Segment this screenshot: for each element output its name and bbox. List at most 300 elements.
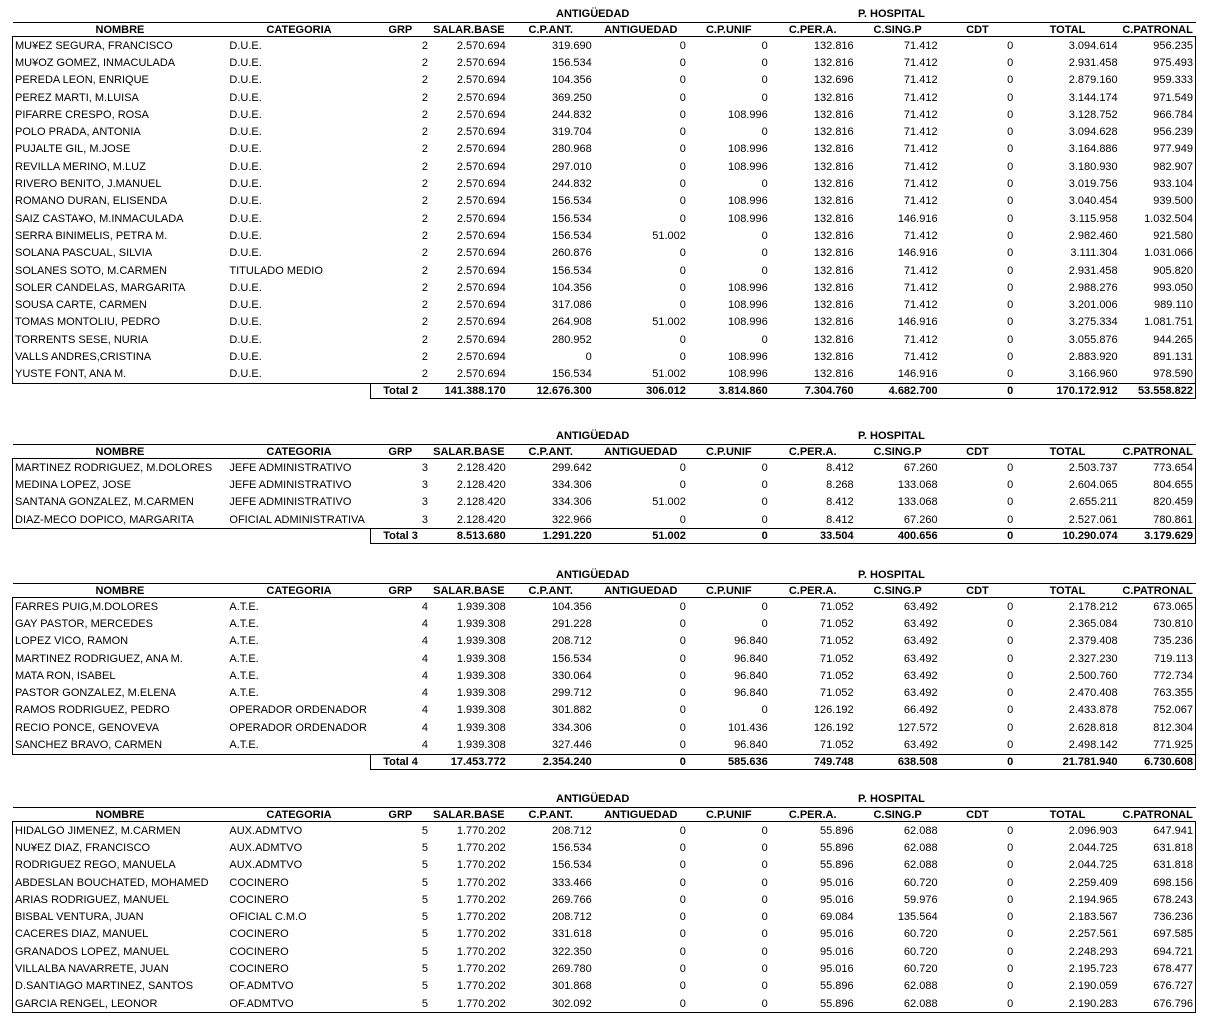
cell-cp-ant: 317.086 — [551, 299, 592, 312]
cell-cdt: 0 — [1007, 669, 1014, 682]
cell-grp: 5 — [371, 995, 430, 1013]
cell-cdt: 0 — [1007, 911, 1014, 924]
cell-cper-a: 8.412 — [770, 511, 856, 529]
cell-csing-p: 67.260 — [903, 461, 938, 474]
column-header-total: TOTAL — [1015, 808, 1119, 822]
cell-cp-ant: 156.534 — [551, 56, 592, 69]
cell-cdt: 0 — [1007, 281, 1014, 294]
cell-nombre: PUJALTE GIL, M.JOSE — [13, 141, 228, 158]
cell-nombre: RAMOS RODRIGUEZ, PEDRO — [13, 702, 228, 719]
table-row — [13, 702, 1196, 719]
cell-cpatronal: 978.590 — [1120, 366, 1196, 384]
cell-cpatronal: 905.820 — [1120, 262, 1196, 279]
column-header-nombre: NOMBRE — [13, 808, 228, 822]
total-csing-p: 400.656 — [856, 529, 940, 544]
cell-cpatronal: 956.235 — [1120, 37, 1196, 55]
cell-grp: 3 — [371, 511, 430, 529]
cell-cper-a: 132.816 — [813, 160, 854, 173]
super-header-hospital: P. HOSPITAL — [858, 569, 925, 581]
cell-grp: 5 — [421, 928, 428, 941]
cell-salar-base: 2.570.694 — [456, 281, 506, 294]
cell-cper-a: 132.816 — [813, 39, 854, 52]
cell-cpatronal: 820.459 — [1120, 494, 1196, 511]
total-spacer — [227, 383, 370, 398]
cell-categoria: D.U.E. — [229, 74, 262, 87]
cell-categoria: COCINERO — [229, 928, 289, 941]
cell-categoria: OF.ADMTVO — [229, 980, 294, 993]
cell-salar-base: 1.770.202 — [456, 945, 506, 958]
cell-antiguedad: 0 — [679, 963, 686, 976]
cell-cp-ant: 291.228 — [551, 617, 592, 630]
cell-cper-a: 95.016 — [820, 893, 854, 906]
cell-cp-unif: 108.996 — [727, 160, 768, 173]
payroll-table — [12, 22, 1196, 399]
table-row — [13, 719, 1196, 736]
total-total: 10.290.074 — [1015, 529, 1119, 544]
cell-cpatronal: 977.949 — [1120, 141, 1196, 158]
cell-categoria: D.U.E. — [227, 366, 370, 384]
cell-cp-unif: 108.996 — [688, 366, 770, 384]
cell-total: 2.178.212 — [1068, 600, 1118, 613]
total-salar-base: 141.388.170 — [430, 383, 508, 398]
cell-salar-base: 2.570.694 — [456, 56, 506, 69]
cell-nombre: PEREZ MARTI, M.LUISA — [13, 89, 228, 106]
cell-cp-unif: 0 — [761, 928, 768, 941]
cell-grp: 2 — [421, 281, 428, 294]
cell-cpatronal: 944.265 — [1120, 331, 1196, 348]
total-salar-base: 17.453.772 — [430, 754, 508, 769]
cell-salar-base: 2.570.694 — [456, 178, 506, 191]
cell-total: 2.498.142 — [1015, 736, 1119, 754]
cell-categoria: TITULADO MEDIO — [229, 264, 323, 277]
cell-cdt: 0 — [1007, 687, 1014, 700]
cell-cper-a: 95.016 — [820, 928, 854, 941]
cell-antiguedad: 0 — [679, 859, 686, 872]
cell-cp-unif: 0 — [761, 893, 768, 906]
header-row — [13, 445, 1196, 459]
cell-salar-base: 2.570.694 — [456, 91, 506, 104]
cell-antiguedad: 0 — [679, 247, 686, 260]
cell-total: 3.115.958 — [1069, 212, 1118, 225]
cell-csing-p: 71.412 — [903, 333, 938, 346]
cell-cper-a: 132.816 — [813, 281, 854, 294]
column-header-cpatronal: C.PATRONAL — [1120, 23, 1196, 37]
cell-cdt: 0 — [1007, 824, 1014, 837]
cell-grp: 2 — [421, 212, 428, 225]
cell-antiguedad: 0 — [679, 160, 686, 173]
cell-antiguedad: 0 — [679, 721, 686, 734]
cell-cp-ant: 334.306 — [551, 496, 592, 509]
payroll-table — [12, 807, 1196, 1013]
cell-salar-base: 1.770.202 — [456, 893, 506, 906]
cell-cp-ant: 319.690 — [551, 39, 592, 52]
cell-cpatronal: 966.784 — [1120, 106, 1196, 123]
cell-cper-a: 132.816 — [813, 212, 854, 225]
cell-cp-unif: 108.996 — [727, 108, 768, 121]
super-header-antiguedad: ANTIGÜEDAD — [556, 569, 630, 581]
cell-nombre: SOLANES SOTO, M.CARMEN — [13, 262, 228, 279]
cell-categoria: COCINERO — [229, 876, 289, 889]
cell-cpatronal: 676.796 — [1120, 995, 1196, 1013]
cell-cp-ant: 208.712 — [551, 911, 592, 924]
cell-total: 3.019.756 — [1068, 178, 1118, 191]
cell-total: 3.128.752 — [1068, 108, 1118, 121]
cell-nombre: SOUSA CARTE, CARMEN — [13, 296, 228, 313]
cell-cp-unif: 108.996 — [727, 143, 768, 156]
cell-grp: 5 — [421, 824, 428, 837]
cell-cpatronal: 989.110 — [1120, 296, 1196, 313]
cell-cper-a: 71.052 — [820, 600, 854, 613]
section-group-4 — [12, 569, 1196, 770]
cell-salar-base: 1.770.202 — [456, 963, 506, 976]
cell-total: 2.655.211 — [1069, 496, 1118, 509]
cell-total: 2.931.458 — [1068, 56, 1118, 69]
cell-cpatronal: 736.236 — [1120, 908, 1196, 925]
column-header-salar-base: SALAR.BASE — [430, 445, 508, 459]
cell-cpatronal: 939.500 — [1120, 193, 1196, 210]
cell-nombre: TOMAS MONTOLIU, PEDRO — [13, 314, 228, 331]
cell-categoria: D.U.E. — [229, 316, 262, 329]
cell-antiguedad: 0 — [679, 704, 686, 717]
cell-antiguedad: 0 — [679, 669, 686, 682]
cell-antiguedad: 0 — [679, 893, 686, 906]
cell-grp: 2 — [421, 56, 428, 69]
cell-categoria: D.U.E. — [229, 247, 262, 260]
cell-cpatronal: 771.925 — [1120, 736, 1196, 754]
cell-cper-a: 71.052 — [820, 669, 854, 682]
cell-salar-base: 1.939.308 — [456, 704, 506, 717]
cell-nombre: NU¥EZ DIAZ, FRANCISCO — [13, 839, 228, 856]
column-header-cp-ant: C.P.ANT. — [508, 808, 594, 822]
cell-nombre: CACERES DIAZ, MANUEL — [13, 926, 228, 943]
cell-csing-p: 71.412 — [903, 281, 938, 294]
super-header — [12, 793, 1196, 807]
cell-categoria: AUX.ADMTVO — [229, 859, 303, 872]
table-row — [13, 839, 1196, 856]
table-row — [13, 908, 1196, 925]
cell-cp-unif: 0 — [761, 963, 768, 976]
cell-cp-unif: 96.840 — [688, 736, 770, 754]
cell-csing-p: 71.412 — [903, 160, 938, 173]
column-header-cp-ant: C.P.ANT. — [508, 445, 594, 459]
cell-antiguedad: 51.002 — [652, 229, 686, 242]
cell-cp-ant: 302.092 — [508, 995, 594, 1013]
cell-categoria: D.U.E. — [229, 229, 262, 242]
cell-cdt: 0 — [1007, 635, 1014, 648]
cell-cper-a: 132.816 — [813, 195, 854, 208]
header-row — [13, 808, 1196, 822]
cell-nombre: MATA RON, ISABEL — [13, 667, 228, 684]
cell-total: 3.180.930 — [1068, 160, 1118, 173]
cell-total: 2.988.276 — [1068, 281, 1118, 294]
cell-cp-ant: 156.534 — [551, 264, 592, 277]
cell-csing-p: 62.088 — [856, 995, 940, 1013]
cell-cper-a: 132.816 — [813, 350, 854, 363]
cell-cdt: 0 — [1007, 178, 1014, 191]
cell-nombre: ABDESLAN BOUCHATED, MOHAMED — [13, 874, 228, 891]
cell-total: 2.044.725 — [1068, 859, 1118, 872]
cell-cp-unif: 0 — [688, 511, 770, 529]
cell-cper-a: 132.816 — [813, 91, 854, 104]
cell-csing-p: 71.412 — [903, 91, 938, 104]
cell-nombre: VILLALBA NAVARRETE, JUAN — [13, 960, 228, 977]
cell-antiguedad: 0 — [679, 478, 686, 491]
cell-nombre: MARTINEZ RODRIGUEZ, ANA M. — [13, 650, 228, 667]
cell-csing-p: 71.412 — [903, 350, 938, 363]
column-header-salar-base: SALAR.BASE — [430, 808, 508, 822]
cell-categoria: A.T.E. — [229, 617, 259, 630]
total-label: Total 3 — [371, 529, 430, 544]
cell-categoria: D.U.E. — [229, 126, 262, 139]
table-row — [13, 123, 1196, 140]
cell-nombre: MU¥EZ SEGURA, FRANCISCO — [13, 37, 228, 55]
table-row — [13, 210, 1196, 227]
cell-total: 3.201.006 — [1068, 299, 1118, 312]
total-row — [13, 383, 1196, 398]
cell-cp-ant: 269.780 — [551, 963, 592, 976]
cell-nombre: TORRENTS SESE, NURIA — [13, 331, 228, 348]
cell-csing-p: 63.492 — [903, 669, 938, 682]
cell-cdt: 0 — [1007, 928, 1014, 941]
cell-nombre: SERRA BINIMELIS, PETRA M. — [13, 227, 228, 244]
total-antiguedad: 51.002 — [594, 529, 688, 544]
total-antiguedad: 306.012 — [594, 383, 688, 398]
cell-nombre: GAY PASTOR, MERCEDES — [13, 615, 228, 632]
cell-cper-a: 8.412 — [826, 461, 854, 474]
cell-categoria: D.U.E. — [229, 281, 262, 294]
cell-grp: 2 — [421, 108, 428, 121]
cell-cp-unif: 0 — [761, 617, 768, 630]
cell-grp: 2 — [421, 333, 428, 346]
cell-salar-base: 1.770.202 — [456, 980, 506, 993]
cell-csing-p: 60.720 — [903, 963, 938, 976]
total-cdt: 0 — [940, 754, 1016, 769]
cell-cdt: 0 — [1007, 229, 1014, 242]
cell-cper-a: 132.816 — [813, 299, 854, 312]
cell-salar-base: 2.128.420 — [456, 478, 506, 491]
table-row — [13, 245, 1196, 262]
cell-nombre: YUSTE FONT, ANA M. — [13, 366, 228, 384]
cell-grp: 4 — [421, 600, 428, 613]
cell-cpatronal: 697.585 — [1120, 926, 1196, 943]
cell-cdt: 0 — [1007, 721, 1014, 734]
cell-salar-base: 1.939.308 — [456, 652, 506, 665]
cell-cp-ant: 319.704 — [551, 126, 592, 139]
cell-cp-ant: 327.446 — [508, 736, 594, 754]
cell-categoria: D.U.E. — [229, 212, 262, 225]
cell-csing-p: 63.492 — [903, 617, 938, 630]
column-header-total: TOTAL — [1015, 584, 1119, 598]
cell-cper-a: 69.084 — [820, 911, 854, 924]
cell-grp: 2 — [421, 126, 428, 139]
cell-nombre: RIVERO BENITO, J.MANUEL — [13, 175, 228, 192]
total-cp-ant: 12.676.300 — [508, 383, 594, 398]
cell-cp-unif: 96.840 — [734, 687, 768, 700]
cell-grp: 5 — [421, 963, 428, 976]
cell-cp-ant: 334.306 — [551, 721, 592, 734]
table-row — [13, 37, 1196, 55]
cell-categoria: JEFE ADMINISTRATIVO — [229, 496, 352, 509]
cell-cpatronal: 891.131 — [1120, 348, 1196, 365]
column-header-cper-a: C.PER.A. — [770, 445, 856, 459]
cell-grp: 4 — [421, 617, 428, 630]
table-row — [13, 874, 1196, 891]
cell-cp-unif: 108.996 — [727, 316, 768, 329]
cell-total: 2.379.408 — [1068, 635, 1118, 648]
cell-antiguedad: 0 — [679, 178, 686, 191]
cell-cdt: 0 — [940, 995, 1016, 1013]
cell-grp: 4 — [421, 669, 428, 682]
column-header-cpatronal: C.PATRONAL — [1120, 584, 1196, 598]
column-header-total: TOTAL — [1015, 23, 1119, 37]
cell-cp-unif: 0 — [761, 126, 768, 139]
cell-cp-ant: 244.832 — [551, 108, 592, 121]
cell-antiguedad: 0 — [679, 195, 686, 208]
cell-antiguedad: 0 — [679, 350, 686, 363]
cell-nombre: PEREDA LEON, ENRIQUE — [13, 72, 228, 89]
cell-cper-a: 132.816 — [813, 333, 854, 346]
table-row — [13, 296, 1196, 313]
cell-antiguedad: 0 — [679, 39, 686, 52]
cell-salar-base: 2.570.694 — [456, 264, 506, 277]
cell-grp: 2 — [421, 299, 428, 312]
cell-csing-p: 71.412 — [903, 264, 938, 277]
super-header-antiguedad: ANTIGÜEDAD — [556, 430, 630, 442]
cell-cpatronal: 678.477 — [1120, 960, 1196, 977]
cell-salar-base: 2.570.694 — [456, 299, 506, 312]
cell-grp: 4 — [421, 721, 428, 734]
table-row — [13, 511, 1196, 529]
cell-grp: 4 — [371, 736, 430, 754]
cell-salar-base: 1.770.202 — [456, 841, 506, 854]
header-row — [13, 23, 1196, 37]
cell-cper-a: 132.816 — [813, 229, 854, 242]
cell-cpatronal: 1.081.751 — [1120, 314, 1196, 331]
cell-nombre: FARRES PUIG,M.DOLORES — [13, 598, 228, 616]
total-cdt: 0 — [940, 529, 1016, 544]
cell-cp-ant: 297.010 — [551, 160, 592, 173]
cell-antiguedad: 0 — [679, 617, 686, 630]
cell-cper-a: 55.896 — [820, 824, 854, 837]
cell-cpatronal: 772.734 — [1120, 667, 1196, 684]
cell-salar-base: 2.570.694 — [456, 39, 506, 52]
super-header-hospital: P. HOSPITAL — [858, 430, 925, 442]
cell-cp-ant: 260.876 — [551, 247, 592, 260]
cell-grp: 2 — [421, 229, 428, 242]
cell-total: 2.190.059 — [1068, 980, 1118, 993]
cell-salar-base: 1.939.308 — [456, 669, 506, 682]
super-header-antiguedad: ANTIGÜEDAD — [556, 793, 630, 805]
cell-cp-unif: 0 — [761, 600, 768, 613]
cell-grp: 5 — [421, 893, 428, 906]
column-header-nombre: NOMBRE — [13, 23, 228, 37]
cell-cp-ant: 104.356 — [551, 74, 592, 87]
table-row — [13, 926, 1196, 943]
cell-grp: 5 — [421, 980, 428, 993]
cell-salar-base: 2.128.420 — [430, 511, 508, 529]
total-spacer — [13, 529, 228, 544]
cell-antiguedad: 0 — [679, 264, 686, 277]
cell-nombre: D.SANTIAGO MARTINEZ, SANTOS — [13, 978, 228, 995]
cell-categoria: OFICIAL C.M.O — [229, 911, 307, 924]
cell-antiguedad: 0 — [679, 91, 686, 104]
cell-cp-unif: 0 — [761, 39, 768, 52]
cell-cpatronal: 694.721 — [1120, 943, 1196, 960]
cell-cp-ant: 322.966 — [508, 511, 594, 529]
column-header-categoria: CATEGORIA — [227, 23, 370, 37]
column-header-cp-unif: C.P.UNIF — [688, 584, 770, 598]
cell-cpatronal: 1.032.504 — [1120, 210, 1196, 227]
table-row — [13, 89, 1196, 106]
cell-antiguedad: 0 — [679, 299, 686, 312]
cell-cpatronal: 698.156 — [1120, 874, 1196, 891]
cell-categoria: D.U.E. — [229, 56, 262, 69]
cell-grp: 3 — [421, 478, 428, 491]
cell-cdt: 0 — [1007, 74, 1014, 87]
total-cp-ant: 2.354.240 — [508, 754, 594, 769]
total-cpatronal: 6.730.608 — [1120, 754, 1196, 769]
column-header-cdt: CDT — [940, 23, 1016, 37]
cell-csing-p: 59.976 — [903, 893, 938, 906]
total-cper-a: 7.304.760 — [770, 383, 856, 398]
cell-antiguedad: 0 — [679, 56, 686, 69]
cell-nombre: SOLANA PASCUAL, SILVIA — [13, 245, 228, 262]
cell-total: 2.248.293 — [1068, 945, 1118, 958]
cell-total: 2.183.567 — [1068, 911, 1118, 924]
table-row — [13, 960, 1196, 977]
cell-cpatronal: 812.304 — [1120, 719, 1196, 736]
cell-cp-ant: 208.712 — [551, 824, 592, 837]
cell-cp-ant: 156.534 — [508, 366, 594, 384]
cell-cper-a: 126.192 — [813, 721, 854, 734]
cell-salar-base: 1.770.202 — [456, 876, 506, 889]
cell-grp: 4 — [421, 652, 428, 665]
cell-nombre: RODRIGUEZ REGO, MANUELA — [13, 857, 228, 874]
table-row — [13, 193, 1196, 210]
column-header-categoria: CATEGORIA — [227, 808, 370, 822]
cell-csing-p: 60.720 — [903, 876, 938, 889]
cell-cp-unif: 0 — [688, 995, 770, 1013]
table-row — [13, 995, 1196, 1013]
column-header-csing-p: C.SING.P — [856, 445, 940, 459]
cell-cp-unif: 0 — [761, 478, 768, 491]
cell-nombre: SOLER CANDELAS, MARGARITA — [13, 279, 228, 296]
cell-salar-base: 2.570.694 — [456, 212, 506, 225]
cell-grp: 2 — [421, 160, 428, 173]
cell-cdt: 0 — [1007, 980, 1014, 993]
cell-cp-unif: 0 — [761, 704, 768, 717]
cell-cp-unif: 0 — [761, 461, 768, 474]
table-row — [13, 650, 1196, 667]
cell-cp-ant: 369.250 — [551, 91, 592, 104]
payroll-table — [12, 444, 1196, 544]
cell-salar-base: 2.128.420 — [456, 496, 506, 509]
column-header-cpatronal: C.PATRONAL — [1120, 445, 1196, 459]
cell-cper-a: 132.816 — [813, 316, 854, 329]
cell-categoria: D.U.E. — [229, 178, 262, 191]
cell-cdt: 0 — [1007, 350, 1014, 363]
cell-cpatronal: 676.727 — [1120, 978, 1196, 995]
cell-cper-a: 132.816 — [813, 126, 854, 139]
cell-csing-p: 146.916 — [897, 316, 938, 329]
cell-nombre: GARCIA RENGEL, LEONOR — [13, 995, 228, 1013]
cell-cper-a: 71.052 — [820, 635, 854, 648]
cell-categoria: D.U.E. — [229, 195, 262, 208]
cell-nombre: ARIAS RODRIGUEZ, MANUEL — [13, 891, 228, 908]
cell-categoria: D.U.E. — [229, 350, 262, 363]
cell-csing-p: 71.412 — [903, 126, 938, 139]
table-row — [13, 891, 1196, 908]
